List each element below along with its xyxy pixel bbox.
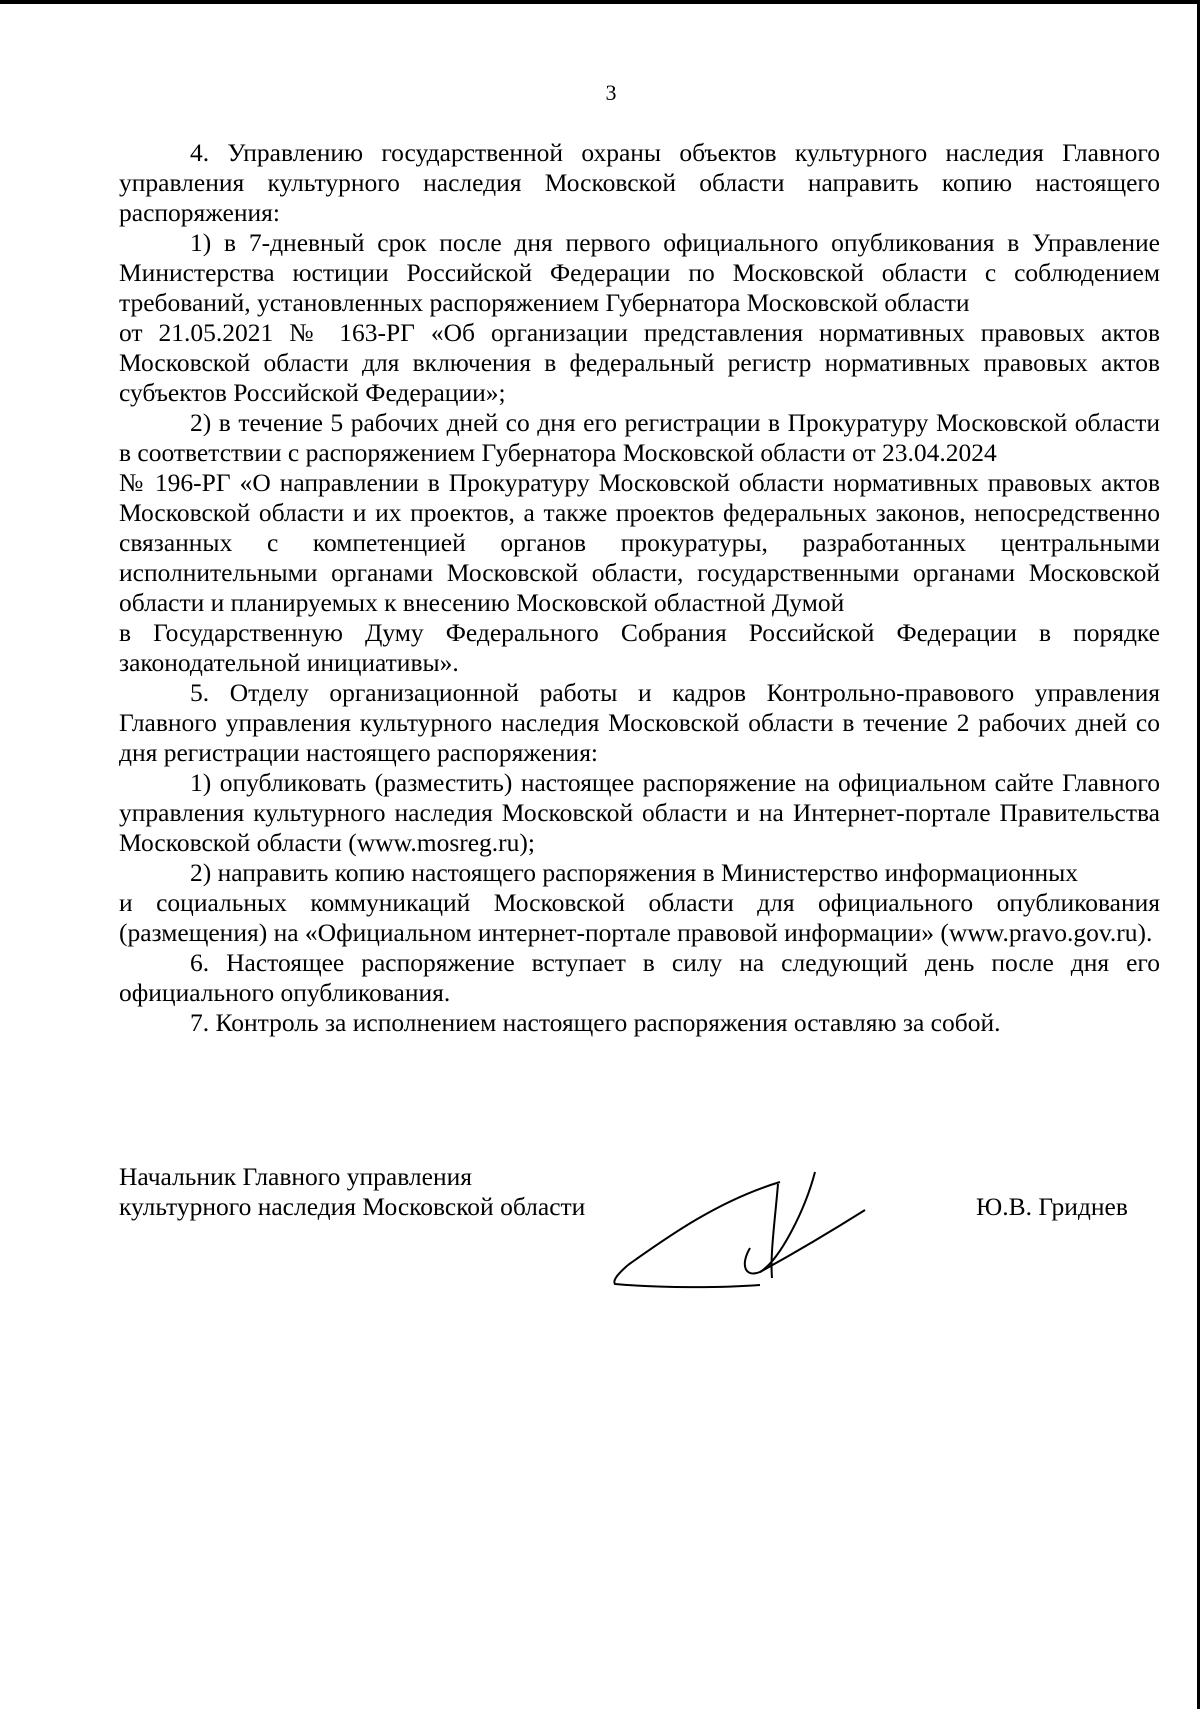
paragraph-item-5: 5. Отделу организационной работы и кадров Контрольно-правового управления Главного управления культурного наследия Московской области в течение 2 рабочих дней со дня регистрации настоящего распоряжения: [119, 678, 1160, 767]
scan-edge-top [0, 0, 1200, 4]
handwritten-signature [600, 1160, 880, 1300]
paragraph-item-4: 4. Управлению государственной охраны объектов культурного наследия Главного управления культурного наследия Московской области направить копию настоящего распоряжения: [119, 138, 1160, 227]
paragraph-item-4-2: 2) в течение 5 рабочих дней со дня его регистрации в Прокуратуру Московской области в соответствии с распоряжением Губернатора Московской области от 23.04.2024 № 196-РГ «О направлении в Прокуратуру Московской области нормативных правовых актов Московской области и их проектов, а также проектов федеральных законов, непосредственно связанных с компетенцией органов прокуратуры, разработанных центральными исполнительными органами Московской области, государственными органами Московской области и планируемых к внесению Московской областной Думой в Государственную Думу Федерального Собрания Российской Федерации в порядке законодательной инициативы». [119, 408, 1160, 677]
paragraph-item-6: 6. Настоящее распоряжение вступает в силу на следующий день после дня его официального опубликования. [119, 948, 1160, 1007]
signatory-position: Начальник Главного управления культурного наследия Московской области [119, 1162, 586, 1221]
paragraph-item-4-1: 1) в 7-дневный срок после дня первого официального опубликования в Управление Министерства юстиции Российской Федерации по Московской области с соблюдением требований, установленных распоряжением Губернатора Московской области от 21.05.2021 № 163-РГ «Об организации представления нормативных правовых актов Московской области для включения в федеральный регистр нормативных правовых актов субъектов Российской Федерации»; [119, 228, 1160, 407]
document-body [119, 138, 1160, 1038]
page-number: 3 [605, 80, 617, 105]
signatory-name: Ю.В. Гриднев [976, 1192, 1128, 1221]
paragraph-item-5-2: 2) направить копию настоящего распоряжения в Министерство информационных и социальных коммуникаций Московской области для официального опубликования (размещения) на «Официальном интернет-портале правовой информации» (www.pravo.gov.ru). [119, 858, 1160, 947]
paragraph-item-5-1: 1) опубликовать (разместить) настоящее распоряжение на официальном сайте Главного управления культурного наследия Московской области и на Интернет-портале Правительства Московской области (www.mosreg.ru); [119, 768, 1160, 857]
paragraph-item-7: 7. Контроль за исполнением настоящего распоряжения оставляю за собой. [190, 1008, 1001, 1037]
